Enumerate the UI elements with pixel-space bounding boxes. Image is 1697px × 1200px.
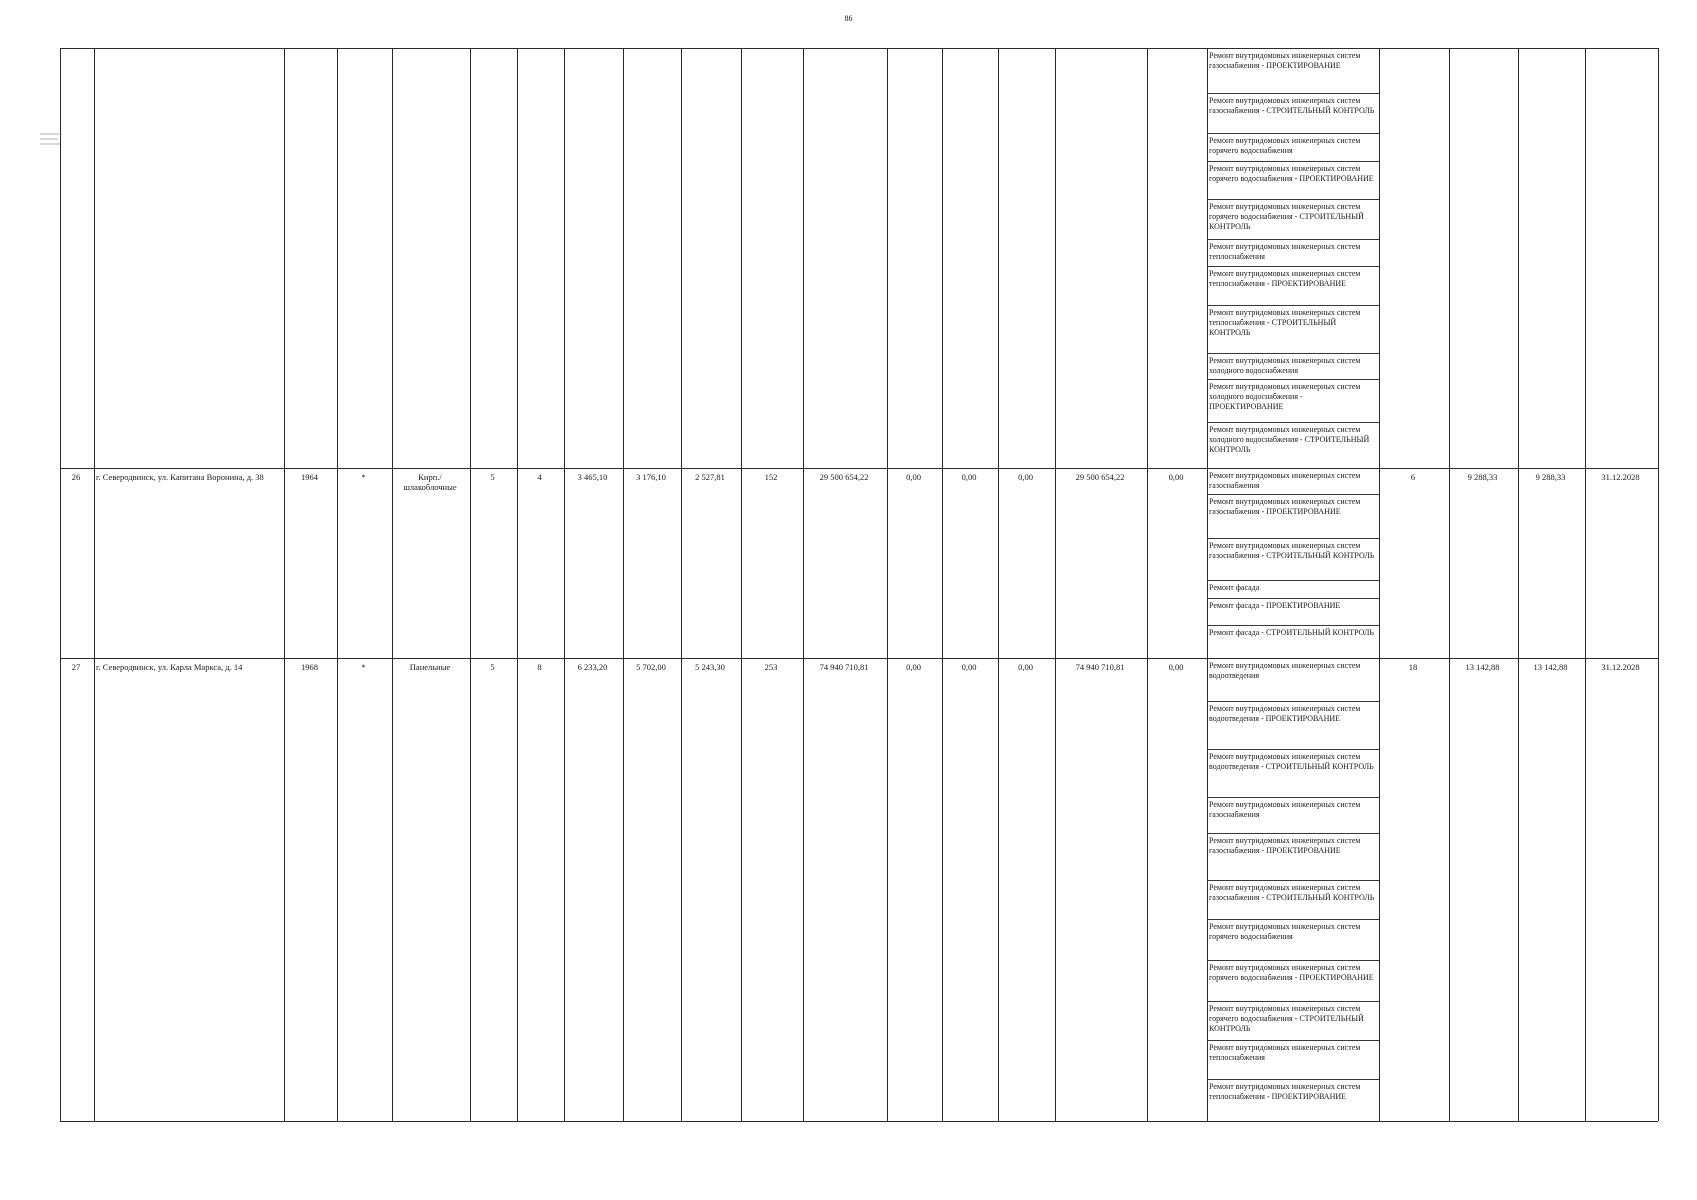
column-divider xyxy=(60,48,61,1121)
work-item: Ремонт внутридомовых инженерных систем холодного водоснабжения xyxy=(1209,356,1361,375)
work-divider xyxy=(1207,199,1379,200)
work-item: Ремонт внутридомовых инженерных систем газоснабжения xyxy=(1209,471,1361,490)
row-divider xyxy=(60,468,1658,469)
cell-material: Панельные xyxy=(409,662,451,672)
cell-cost-f: 0,00 xyxy=(1168,662,1184,672)
work-item: Ремонт внутридомовых инженерных систем теплоснабжения - СТРОИТЕЛЬНЫЙ КОНТРОЛЬ xyxy=(1209,308,1361,337)
row-divider xyxy=(60,1121,1658,1122)
column-divider xyxy=(517,48,518,1121)
cell-address: г. Северодвинск, ул. Капитана Воронина, д. 38 xyxy=(96,472,264,482)
work-item: Ремонт внутридомовых инженерных систем газоснабжения - СТРОИТЕЛЬНЫЙ КОНТРОЛЬ xyxy=(1209,883,1375,902)
work-divider xyxy=(1207,1079,1379,1080)
column-divider xyxy=(470,48,471,1121)
cell-n-works: 18 xyxy=(1408,662,1418,672)
work-item: Ремонт внутридомовых инженерных систем газоснабжения - ПРОЕКТИРОВАНИЕ xyxy=(1209,51,1361,70)
cell-area-a: 3 176,10 xyxy=(636,472,666,482)
column-divider xyxy=(681,48,682,1121)
cell-cost-e: 29 500 654,22 xyxy=(1075,472,1125,482)
row-divider xyxy=(60,48,1658,49)
cell-price-a: 13 142,88 xyxy=(1465,662,1500,672)
work-item: Ремонт фасада - СТРОИТЕЛЬНЫЙ КОНТРОЛЬ xyxy=(1209,628,1375,637)
work-divider xyxy=(1207,1001,1379,1002)
work-item: Ремонт внутридомовых инженерных систем горячего водоснабжения - ПРОЕКТИРОВАНИЕ xyxy=(1209,164,1374,183)
cell-cost-d: 0,00 xyxy=(1018,662,1033,672)
cell-area-b: 5 243,30 xyxy=(695,662,725,672)
work-item: Ремонт внутридомовых инженерных систем теплоснабжения - ПРОЕКТИРОВАНИЕ xyxy=(1209,1082,1361,1101)
work-divider xyxy=(1207,960,1379,961)
cell-cost-b: 0,00 xyxy=(906,662,921,672)
work-item: Ремонт внутридомовых инженерных систем газоснабжения - СТРОИТЕЛЬНЫЙ КОНТРОЛЬ xyxy=(1209,96,1375,115)
column-divider xyxy=(1658,48,1659,1121)
cell-cost-c: 0,00 xyxy=(961,662,977,672)
work-item: Ремонт внутридомовых инженерных систем газоснабжения - СТРОИТЕЛЬНЫЙ КОНТРОЛЬ xyxy=(1209,541,1375,560)
cell-price-b: 9 288,33 xyxy=(1535,472,1566,482)
column-divider xyxy=(564,48,565,1121)
cell-cost-total: 74 940 710,81 xyxy=(819,662,869,672)
cell-entrances: 4 xyxy=(537,472,542,482)
cell-material: Кирп./ шлакоблочные xyxy=(403,472,457,492)
work-divider xyxy=(1207,625,1379,626)
work-item: Ремонт внутридомовых инженерных систем водоотведения - СТРОИТЕЛЬНЫЙ КОНТРОЛЬ xyxy=(1209,752,1374,771)
cell-cost-b: 0,00 xyxy=(906,472,921,482)
work-divider xyxy=(1207,93,1379,94)
cell-cost-d: 0,00 xyxy=(1018,472,1033,482)
work-divider xyxy=(1207,880,1379,881)
cell-cost-e: 74 940 710,81 xyxy=(1075,662,1125,672)
cell-mark: * xyxy=(361,472,366,482)
cell-floors: 5 xyxy=(490,472,495,482)
work-divider xyxy=(1207,353,1379,354)
work-item: Ремонт внутридомовых инженерных систем водоотведения xyxy=(1209,661,1361,680)
work-divider xyxy=(1207,239,1379,240)
work-divider xyxy=(1207,422,1379,423)
cell-num: 27 xyxy=(71,662,81,672)
work-item: Ремонт внутридомовых инженерных систем теплоснабжения xyxy=(1209,242,1361,261)
cell-price-b: 13 142,88 xyxy=(1533,662,1568,672)
work-item: Ремонт внутридомовых инженерных систем горячего водоснабжения - ПРОЕКТИРОВАНИЕ xyxy=(1209,963,1374,982)
cell-mark: * xyxy=(361,662,366,672)
column-divider xyxy=(1518,48,1519,1121)
cell-price-a: 9 288,33 xyxy=(1467,472,1498,482)
column-divider xyxy=(803,48,804,1121)
work-divider xyxy=(1207,701,1379,702)
column-divider xyxy=(1379,48,1380,1121)
work-divider xyxy=(1207,538,1379,539)
work-item: Ремонт внутридомовых инженерных систем холодного водоснабжения - СТРОИТЕЛЬНЫЙ КОНТРОЛЬ xyxy=(1209,425,1370,454)
work-divider xyxy=(1207,305,1379,306)
cell-entrances: 8 xyxy=(537,662,542,672)
cell-floors: 5 xyxy=(490,662,495,672)
work-item: Ремонт внутридомовых инженерных систем холодного водоснабжения - ПРОЕКТИРОВАНИЕ xyxy=(1209,382,1361,411)
cell-area-total: 6 233,20 xyxy=(577,662,608,672)
column-divider xyxy=(1449,48,1450,1121)
work-divider xyxy=(1207,797,1379,798)
work-item: Ремонт внутридомовых инженерных систем горячего водоснабжения xyxy=(1209,136,1361,155)
cell-cost-f: 0,00 xyxy=(1168,472,1184,482)
column-divider xyxy=(887,48,888,1121)
column-divider xyxy=(1585,48,1586,1121)
work-item: Ремонт фасада xyxy=(1209,583,1260,592)
cell-n-works: 6 xyxy=(1410,472,1416,482)
cell-area-total: 3 465,10 xyxy=(577,472,608,482)
column-divider xyxy=(284,48,285,1121)
work-divider xyxy=(1207,494,1379,495)
work-item: Ремонт фасада - ПРОЕКТИРОВАНИЕ xyxy=(1209,601,1341,610)
column-divider xyxy=(998,48,999,1121)
cell-residents: 253 xyxy=(764,662,778,672)
work-divider xyxy=(1207,266,1379,267)
column-divider xyxy=(741,48,742,1121)
work-item: Ремонт внутридомовых инженерных систем водоотведения - ПРОЕКТИРОВАНИЕ xyxy=(1209,704,1361,723)
column-divider xyxy=(1055,48,1056,1121)
cell-residents: 152 xyxy=(764,472,778,482)
column-divider xyxy=(1147,48,1148,1121)
work-item: Ремонт внутридомовых инженерных систем газоснабжения xyxy=(1209,800,1361,819)
work-divider xyxy=(1207,379,1379,380)
row-divider xyxy=(60,658,1658,659)
work-divider xyxy=(1207,1040,1379,1041)
cell-year: 1964 xyxy=(301,472,318,482)
column-divider xyxy=(94,48,95,1121)
work-divider xyxy=(1207,161,1379,162)
work-divider xyxy=(1207,133,1379,134)
work-item: Ремонт внутридомовых инженерных систем газоснабжения - ПРОЕКТИРОВАНИЕ xyxy=(1209,497,1361,516)
work-item: Ремонт внутридомовых инженерных систем теплоснабжения - ПРОЕКТИРОВАНИЕ xyxy=(1209,269,1361,288)
work-divider xyxy=(1207,749,1379,750)
column-divider xyxy=(623,48,624,1121)
work-item: Ремонт внутридомовых инженерных систем теплоснабжения xyxy=(1209,1043,1361,1062)
cell-area-a: 5 702,00 xyxy=(636,662,666,672)
work-item: Ремонт внутридомовых инженерных систем газоснабжения - ПРОЕКТИРОВАНИЕ xyxy=(1209,836,1361,855)
work-divider xyxy=(1207,919,1379,920)
cell-area-b: 2 527,81 xyxy=(695,472,725,482)
cell-cost-c: 0,00 xyxy=(961,472,977,482)
cell-date: 31.12.2028 xyxy=(1601,662,1640,672)
cell-num: 26 xyxy=(71,472,81,482)
column-divider xyxy=(337,48,338,1121)
scan-artifact xyxy=(38,128,64,150)
cell-date: 31.12.2028 xyxy=(1601,472,1640,482)
work-item: Ремонт внутридомовых инженерных систем горячего водоснабжения xyxy=(1209,922,1361,941)
work-divider xyxy=(1207,833,1379,834)
page-number: 86 xyxy=(844,14,853,23)
cell-address: г. Северодвинск, ул. Карла Маркса, д. 14 xyxy=(96,662,243,672)
cell-cost-total: 29 500 654,22 xyxy=(819,472,869,482)
column-divider xyxy=(942,48,943,1121)
work-divider xyxy=(1207,598,1379,599)
work-item: Ремонт внутридомовых инженерных систем горячего водоснабжения - СТРОИТЕЛЬНЫЙ КОНТРОЛЬ xyxy=(1209,1004,1364,1033)
work-divider xyxy=(1207,580,1379,581)
work-item: Ремонт внутридомовых инженерных систем горячего водоснабжения - СТРОИТЕЛЬНЫЙ КОНТРОЛЬ xyxy=(1209,202,1364,231)
cell-year: 1968 xyxy=(301,662,318,672)
column-divider xyxy=(392,48,393,1121)
